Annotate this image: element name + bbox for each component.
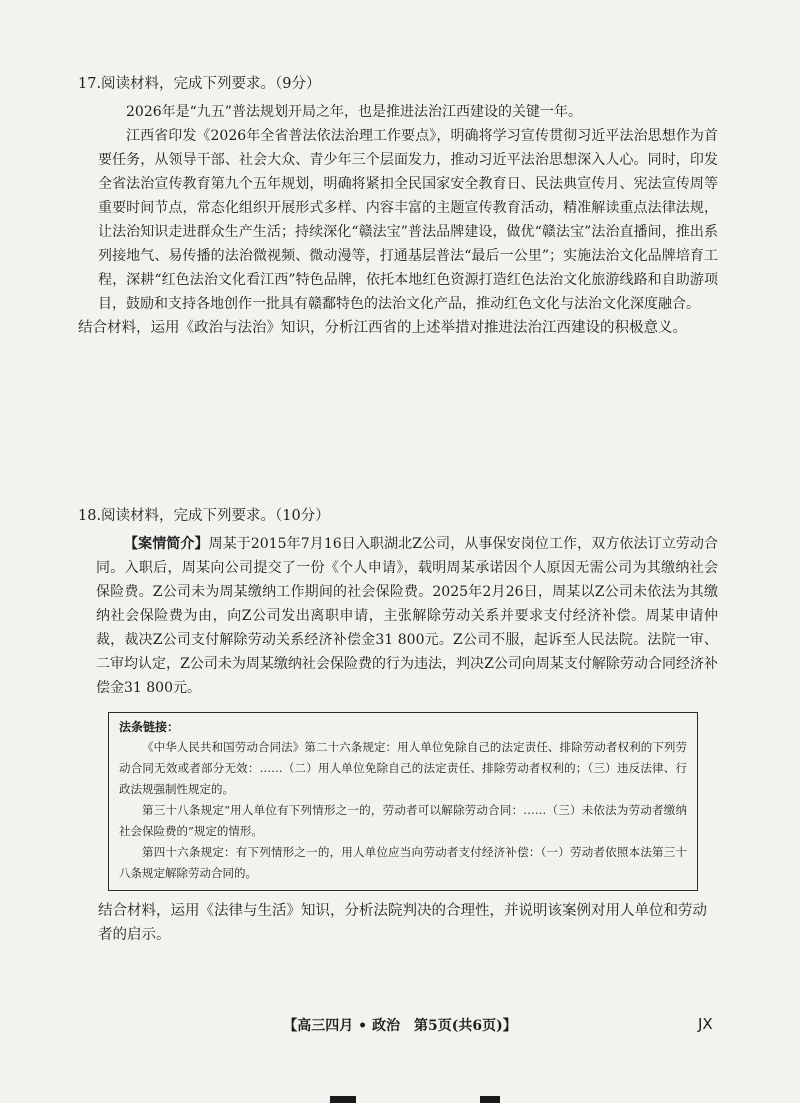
question-18-title: 18.阅读材料，完成下列要求。（10分）	[78, 508, 330, 524]
question-17-task: 结合材料，运用《政治与法治》知识，分析江西省的上述举措对推进法治江西建设的积极意义。	[78, 320, 687, 336]
question-17	[78, 72, 718, 355]
page-footer: 【高三四月 • 政治 第5页(共6页)】	[283, 1018, 517, 1034]
law-article: 第四十六条规定：有下列情形之一的，用人单位应当向劳动者支付经济补偿：（一）劳动者依照本法第三十八条规定解除劳动合同的。	[119, 845, 687, 880]
law-links-title: 法条链接：	[119, 720, 180, 734]
case-summary-text: 周某于2015年7月16日入职湖北Z公司，从事保安岗位工作，双方依法订立劳动合同。入职后，周某向公司提交了一份《个人申请》，载明周某承诺因个人原因无需公司为其缴纳社会保险费。Z公司未为周某缴纳工作期间的社会保险费。2025年2月26日，周某以Z公司未依法为其缴纳社会保险费为由，向Z公司发出离职申请，主张解除劳动关系并要求支付经济补偿。周某申请仲裁，裁决Z公司支付解除劳动关系经济补偿金31 800元。Z公司不服，起诉至人民法院。法院一审、二审均认定，Z公司未为周某缴纳社会保险费的行为违法，判决Z公司向周某支付解除劳动合同经济补偿金31 800元。	[96, 536, 719, 696]
question-17-paragraph: 2026年是“九五”普法规划开局之年，也是推进法治江西建设的关键一年。	[126, 104, 582, 120]
case-summary	[96, 532, 718, 700]
law-article: 《中华人民共和国劳动合同法》第二十六条规定：用人单位免除自己的法定责任、排除劳动者权利的下列劳动合同无效或者部分无效：……（二）用人单位免除自己的法定责任、排除劳动者权利的；（三）违反法律、行政法规强制性规定的。	[119, 740, 687, 796]
question-18	[78, 504, 718, 962]
question-17-paragraph: 江西省印发《2026年全省普法依法治理工作要点》，明确将学习宣传贯彻习近平法治思想作为首要任务，从领导干部、社会大众、青少年三个层面发力，推动习近平法治思想深入人心。同时，印发全省法治宣传教育第九个五年规划，明确将紧扣全民国家安全教育日、民法典宣传月、宪法宣传周等重要时间节点，常态化组织开展形式多样、内容丰富的主题宣传教育活动，精准解读重点法律法规，让法治知识走进群众生产生活；持续深化“赣法宝”普法品牌建设，做优“赣法宝”法治直播间，推出系列接地气、易传播的法治微视频、微动漫等，打通基层普法“最后一公里”；实施法治文化品牌培育工程，深耕“红色法治文化看江西”特色品牌，依托本地红色资源打造红色法治文化旅游线路和自助游项目，鼓励和支持各地创作一批具有赣鄱特色的法治文化产品，推动红色文化与法治文化深度融合。	[98, 128, 718, 312]
question-17-material	[78, 100, 718, 316]
paper-code: JX	[698, 1015, 713, 1033]
scan-edge-mark	[480, 1096, 500, 1103]
question-17-title: 17.阅读材料，完成下列要求。（9分）	[78, 76, 321, 92]
law-article: 第三十八条规定“用人单位有下列情形之一的，劳动者可以解除劳动合同：……（三）未依法为劳动者缴纳社会保险费的”规定的情形。	[119, 803, 687, 838]
scan-edge-mark	[330, 1096, 356, 1103]
law-links-box	[108, 712, 698, 891]
case-summary-heading: 【案情简介】	[124, 536, 209, 552]
question-18-material	[78, 532, 718, 700]
question-18-task: 结合材料，运用《法律与生活》知识，分析法院判决的合理性，并说明该案例对用人单位和劳动者的启示。	[98, 903, 707, 943]
